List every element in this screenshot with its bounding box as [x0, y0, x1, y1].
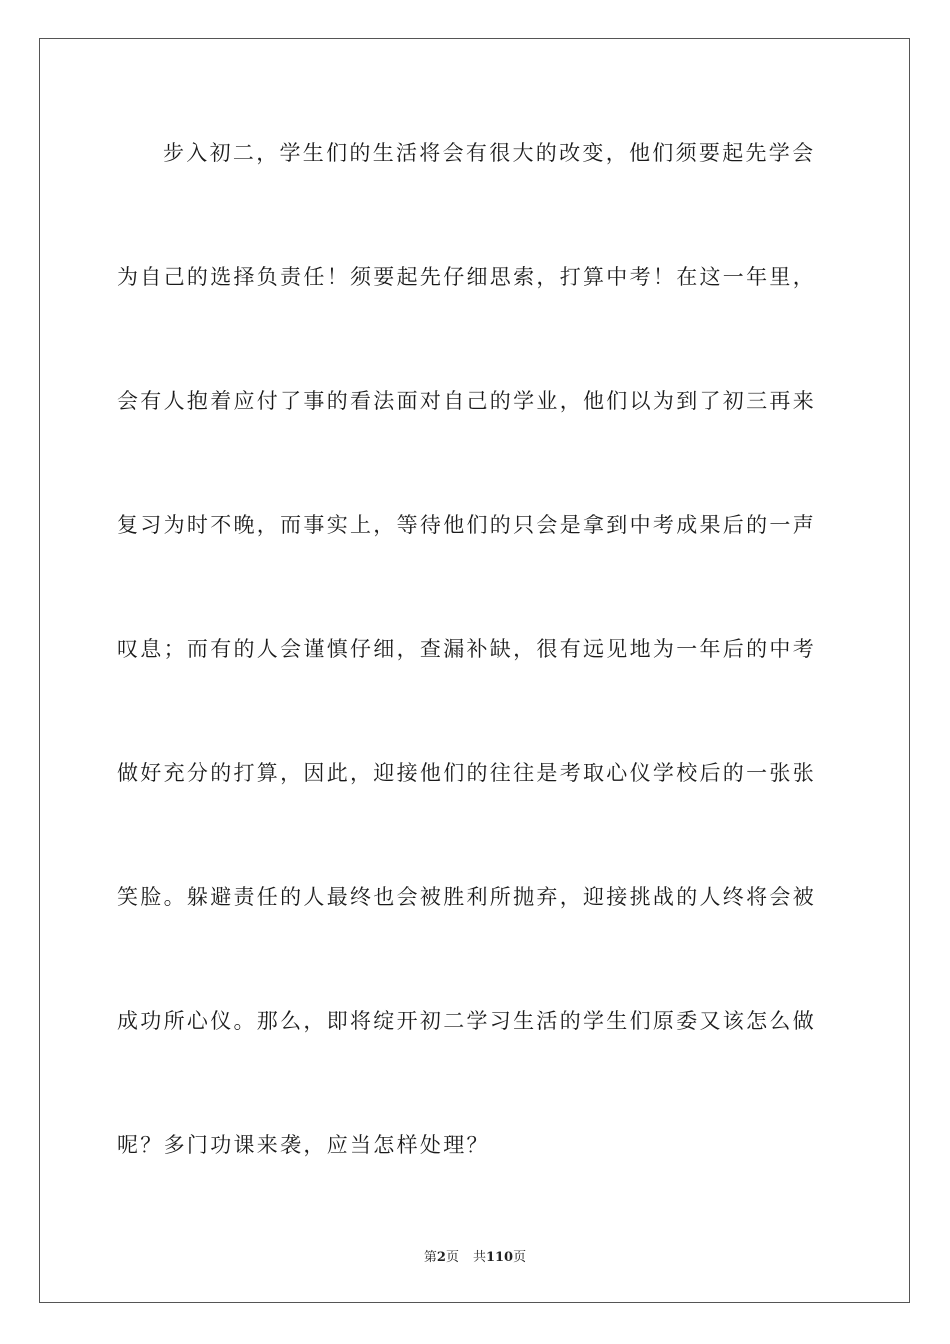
page-number: 2	[436, 1250, 446, 1265]
body-text-line-8: 成功所心仪。那么，即将绽开初二学习生活的学生们原委又该怎么做	[117, 1009, 816, 1033]
total-suffix: 页	[513, 1250, 527, 1265]
body-text-line-6: 做好充分的打算，因此，迎接他们的往往是考取心仪学校后的一张张	[117, 761, 816, 785]
body-text-line-7: 笑脸。躲避责任的人最终也会被胜利所抛弃，迎接挑战的人终将会被	[117, 885, 816, 909]
body-text-line-1: 步入初二，学生们的生活将会有很大的改变，他们须要起先学会	[163, 141, 816, 165]
body-text-line-4: 复习为时不晚，而事实上，等待他们的只会是拿到中考成果后的一声	[117, 513, 816, 537]
body-text-line-3: 会有人抱着应付了事的看法面对自己的学业，他们以为到了初三再来	[117, 389, 816, 413]
page-border	[39, 38, 910, 1303]
body-text-line-9: 呢？多门功课来袭，应当怎样处理？	[117, 1133, 490, 1157]
page-suffix: 页	[445, 1250, 459, 1265]
body-text-line-2: 为自己的选择负责任！须要起先仔细思索，打算中考！在这一年里，	[117, 265, 816, 289]
total-pages: 110	[485, 1250, 514, 1265]
page-prefix: 第	[423, 1250, 437, 1265]
total-prefix: 共	[472, 1250, 486, 1265]
page-footer	[0, 1246, 950, 1265]
body-text-line-5: 叹息；而有的人会谨慎仔细，查漏补缺，很有远见地为一年后的中考	[117, 637, 816, 661]
